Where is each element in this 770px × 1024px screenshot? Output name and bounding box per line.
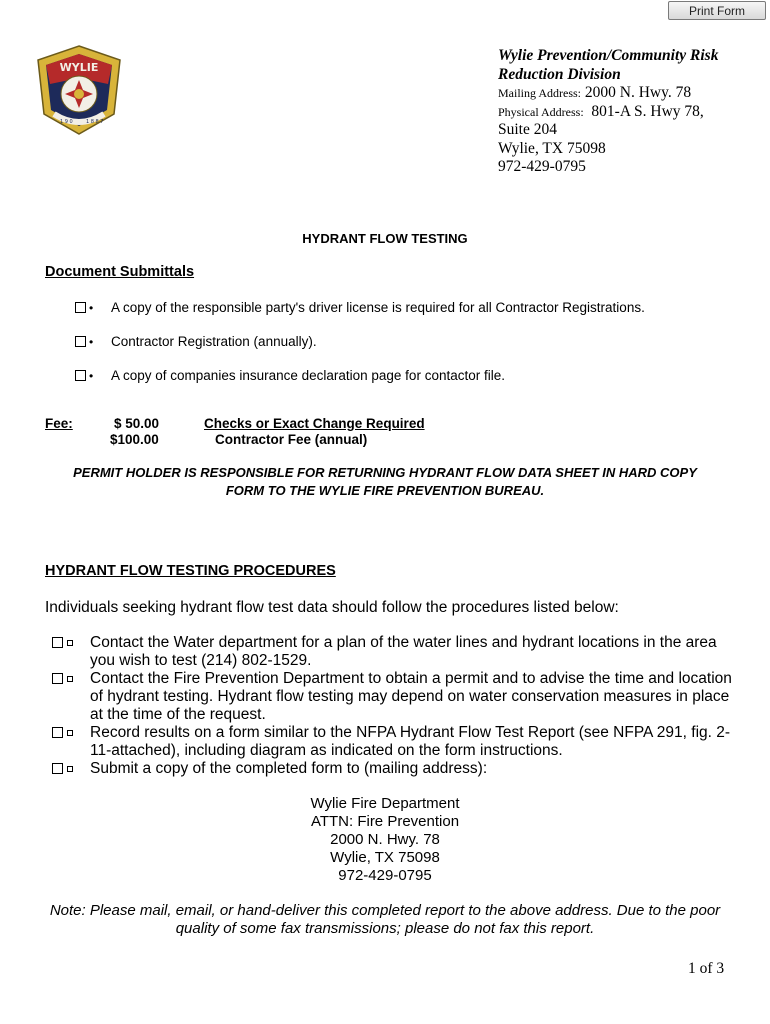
page-indicator: 1 of 3 xyxy=(688,960,725,977)
bullet-icon: • xyxy=(89,368,94,383)
square-bullet-icon xyxy=(67,730,73,736)
checkbox[interactable] xyxy=(75,370,86,381)
checkbox[interactable] xyxy=(52,637,63,648)
bullet-icon: • xyxy=(89,334,94,349)
mail-line: 972-429-0795 xyxy=(338,867,432,884)
submittal-item xyxy=(75,334,317,349)
procedure-text: Record results on a form similar to the NFPA Hydrant Flow Test Report (see NFPA 291, fig. 2-11-attached), including diagram as indicated on the form instructions. xyxy=(90,724,731,759)
mail-line: 2000 N. Hwy. 78 xyxy=(330,831,440,848)
checkbox[interactable] xyxy=(52,763,63,774)
phone: 972-429-0795 xyxy=(498,158,586,175)
square-bullet-icon xyxy=(67,640,73,646)
checkbox[interactable] xyxy=(52,727,63,738)
mailing-label: Mailing Address: xyxy=(498,86,581,100)
mailing-value: 2000 N. Hwy. 78 xyxy=(584,84,692,101)
svg-text:1 9 0: 1 9 0 xyxy=(60,119,73,125)
permit-notice-line1: PERMIT HOLDER IS RESPONSIBLE FOR RETURNING HYDRANT FLOW DATA SHEET IN HARD COPY xyxy=(73,465,697,480)
physical-label: Physical Address: xyxy=(498,104,584,119)
procedure-text: Submit a copy of the completed form to (mailing address): xyxy=(90,760,488,777)
org-name-line2: Reduction Division xyxy=(498,65,621,83)
checkbox[interactable] xyxy=(75,336,86,347)
list-item xyxy=(52,634,732,670)
submittal-item xyxy=(75,368,505,383)
bullet-icon: • xyxy=(89,300,94,315)
submittal-item xyxy=(75,300,645,315)
square-bullet-icon xyxy=(67,676,73,682)
org-name-line1: Wylie Prevention/Community Risk xyxy=(498,47,719,64)
list-item xyxy=(52,760,732,778)
mail-line: ATTN: Fire Prevention xyxy=(310,813,460,830)
procedure-text: Contact the Fire Prevention Department to obtain a permit and to advise the time and location of hydrant testing. Hydrant flow testing may depend on water conservation measures in place at the time of the request. xyxy=(90,670,732,723)
checkbox[interactable] xyxy=(52,673,63,684)
page-title: HYDRANT FLOW TESTING xyxy=(302,231,468,246)
mail-line: Wylie Fire Department xyxy=(310,795,460,812)
square-bullet-icon xyxy=(67,766,73,772)
permit-notice xyxy=(40,464,730,499)
checkbox[interactable] xyxy=(75,302,86,313)
procedures-intro: Individuals seeking hydrant flow test data should follow the procedures listed below: xyxy=(45,599,619,616)
submittal-text: A copy of companies insurance declaration page for contactor file. xyxy=(111,368,505,383)
physical-value: 801-A S. Hwy 78, xyxy=(591,102,704,120)
mail-line: Wylie, TX 75098 xyxy=(330,849,440,866)
mailing-address-block xyxy=(0,795,770,885)
permit-notice-line2: FORM TO THE WYLIE FIRE PREVENTION BUREAU. xyxy=(225,482,545,498)
submittal-text: Contractor Registration (annually). xyxy=(111,334,317,349)
mailing-address xyxy=(498,84,718,103)
wylie-fire-logo xyxy=(34,44,124,136)
procedures-heading: HYDRANT FLOW TESTING PROCEDURES xyxy=(45,563,336,579)
city-state-zip: Wylie, TX 75098 xyxy=(498,139,606,157)
fee-label: Fee: xyxy=(45,416,73,431)
fee-desc-2: Contractor Fee (annual) xyxy=(215,432,368,447)
list-item xyxy=(52,670,732,724)
fee-desc-1: Checks or Exact Change Required xyxy=(204,416,425,431)
submittal-text: A copy of the responsible party's driver license is required for all Contractor Registrations. xyxy=(111,300,645,315)
address-block xyxy=(498,47,718,177)
procedures-list xyxy=(52,634,732,778)
fee-amount-2: $100.00 xyxy=(110,432,159,447)
svg-text:1 8 8 7: 1 8 8 7 xyxy=(86,119,104,125)
suite: Suite 204 xyxy=(498,121,557,138)
note-text: Note: Please mail, email, or hand-deliver this completed report to the above address. Due to the poor quality of some fax transmissions; please do not fax this report. xyxy=(49,902,721,937)
list-item xyxy=(52,724,732,760)
procedure-text: Contact the Water department for a plan of the water lines and hydrant locations in the area you wish to test (214) 802-1529. xyxy=(90,634,717,669)
svg-text:WYLIE: WYLIE xyxy=(59,61,99,74)
document-submittals-heading: Document Submittals xyxy=(45,264,195,280)
print-form-button[interactable]: Print Form xyxy=(668,1,766,20)
fee-amount-1: $ 50.00 xyxy=(114,416,160,431)
physical-address xyxy=(498,103,718,122)
